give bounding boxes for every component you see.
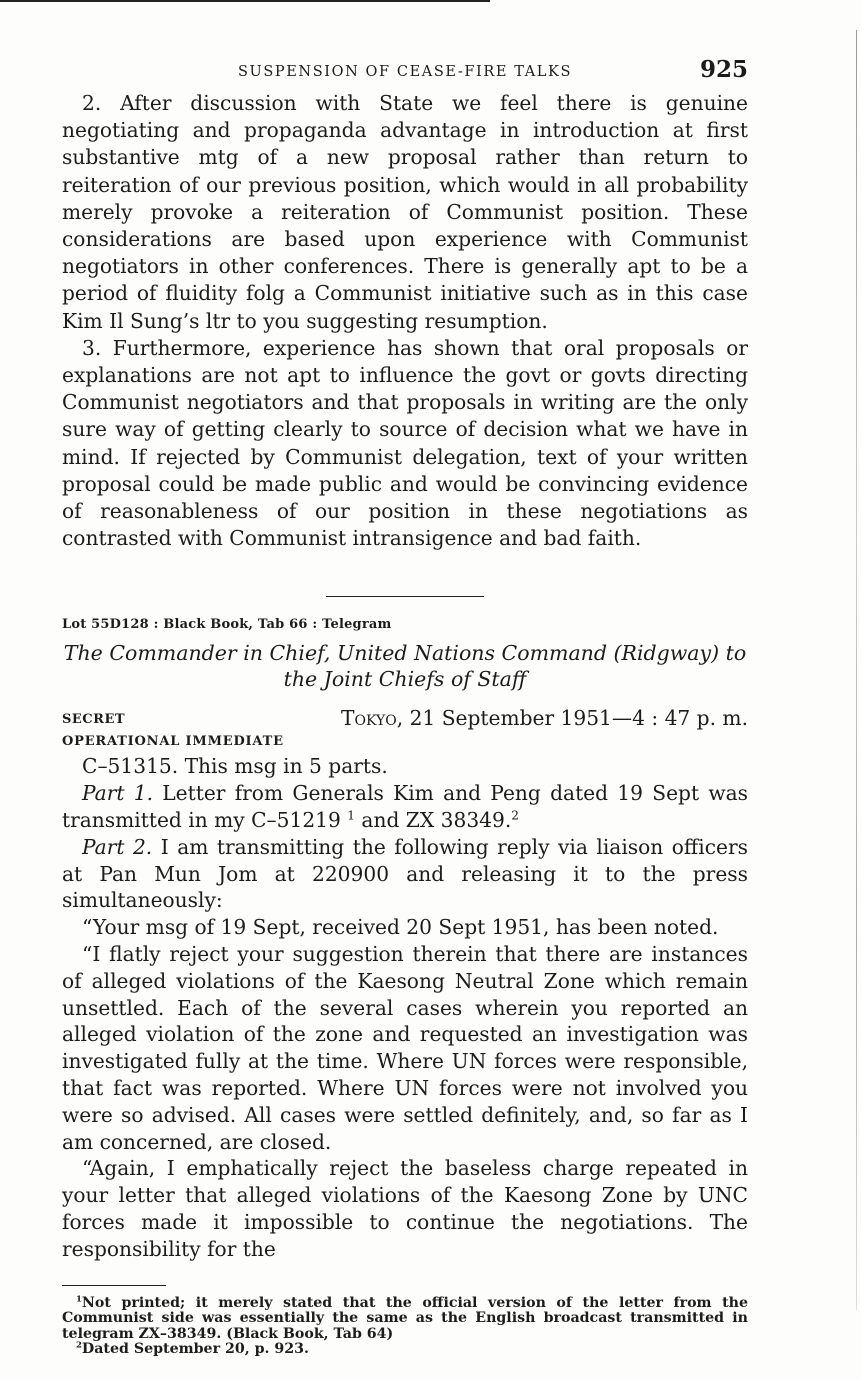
dateline-date: , 21 September 1951—4 : 47 p. m. (396, 706, 748, 731)
telegram-paragraph-part-2 (62, 834, 748, 914)
precedence-label: OPERATIONAL IMMEDIATE (62, 734, 284, 750)
footnote-ref-2[interactable]: 2 (511, 808, 519, 823)
classification-row (62, 706, 748, 736)
telegram-paragraph-1: C–51315. This msg in 5 parts. (82, 754, 388, 779)
footnote-ref-1[interactable]: 1 (347, 808, 356, 823)
dateline-place: Tokyo (341, 706, 397, 731)
footnote-1 (62, 1293, 748, 1343)
running-title: SUSPENSION OF CEASE-FIRE TALKS (238, 64, 572, 80)
part-2-text: I am transmitting the following reply via liaison officers at Pan Mun Jom at 220900 and releasing it to the press simultaneously: (62, 834, 748, 913)
scan-edge-top (0, 0, 490, 2)
footnote-2-text: Dated September 20, p. 923. (81, 1341, 309, 1358)
paragraph-3: 3. Furthermore, experience has shown that oral proposals or explanations are not apt to influence the govt or govts directing Communist negotiators and that proposals in writing are the only sure way of getting clearly to source of decision what we have in mind. If rejected by Communist delegation, text of your written proposal could be made public and would be convincing evidence of reasonableness of our position in these negotiations as contrasted with Communist intransigence and bad faith. (62, 335, 748, 551)
quoted-paragraph-1: “Your msg of 19 Sept, received 20 Sept 1951, has been noted. (82, 915, 719, 940)
section-divider (326, 596, 484, 597)
footnote-rule (62, 1285, 166, 1286)
part-1-label: Part 1. (82, 781, 153, 806)
quoted-paragraph-3: “Again, I emphatically reject the baseless charge repeated in your letter that alleged violations of the Kaesong Zone by UNC forces made it impossible to continue the negotiations. The responsibility for the (62, 1156, 748, 1261)
running-head (62, 56, 748, 90)
footnote-2-mark: 2 (76, 1340, 82, 1351)
document-title-line-1: The Commander in Chief, United Nations Command (Ridgway) to (63, 641, 747, 666)
part-2-label: Part 2. (82, 834, 153, 859)
document-page (62, 56, 748, 1358)
page-number: 925 (699, 56, 748, 83)
classification-label: SECRET (62, 712, 126, 728)
part-1-text-b: and ZX 38349. (355, 808, 512, 833)
document-title-line-2: the Joint Chiefs of Staff (283, 667, 527, 692)
footnote-2 (62, 1342, 748, 1358)
footnote-1-text: Not printed; it merely stated that the official version of the letter from the Communist side was essentially the same as the English broadcast transmitted in telegram ZX–38349. (Black Book, Tab 64) (62, 1294, 748, 1342)
telegram-paragraph-part-1 (62, 780, 748, 834)
scan-edge-right (856, 30, 857, 1310)
document-title (62, 640, 748, 692)
footnote-1-mark: 1 (76, 1293, 82, 1304)
telegram-body (62, 753, 748, 1262)
source-note: Lot 55D128 : Black Book, Tab 66 : Telegram (62, 617, 392, 633)
dateline (341, 706, 748, 730)
paragraph-2: 2. After discussion with State we feel there is genuine negotiating and propaganda advantage in introduction at first substantive mtg of a new proposal rather than return to reiteration of our previous position, which would in all probability merely provoke a reiteration of Communist position. These considerations are based upon experience with Communist negotiators in other conferences. There is generally apt to be a period of fluidity folg a Communist initiative such as in this case Kim Il Sung’s ltr to you suggesting resumption. (62, 91, 748, 333)
quoted-paragraph-2: “I flatly reject your suggestion therein that there are instances of alleged violations of the Kaesong Neutral Zone which remain unsettled. Each of the several cases wherein you reported an alleged violation of the zone and requested an investigation was investigated fully at the time. Where UN forces were responsible, that fact was reported. Where UN forces were not involved you were so advised. All cases were settled definitely, and, so far as I am concerned, are closed. (62, 942, 748, 1154)
part-1-text-a: Letter from Generals Kim and Peng dated 19 Sept was transmitted in my C–51219 (62, 781, 748, 833)
